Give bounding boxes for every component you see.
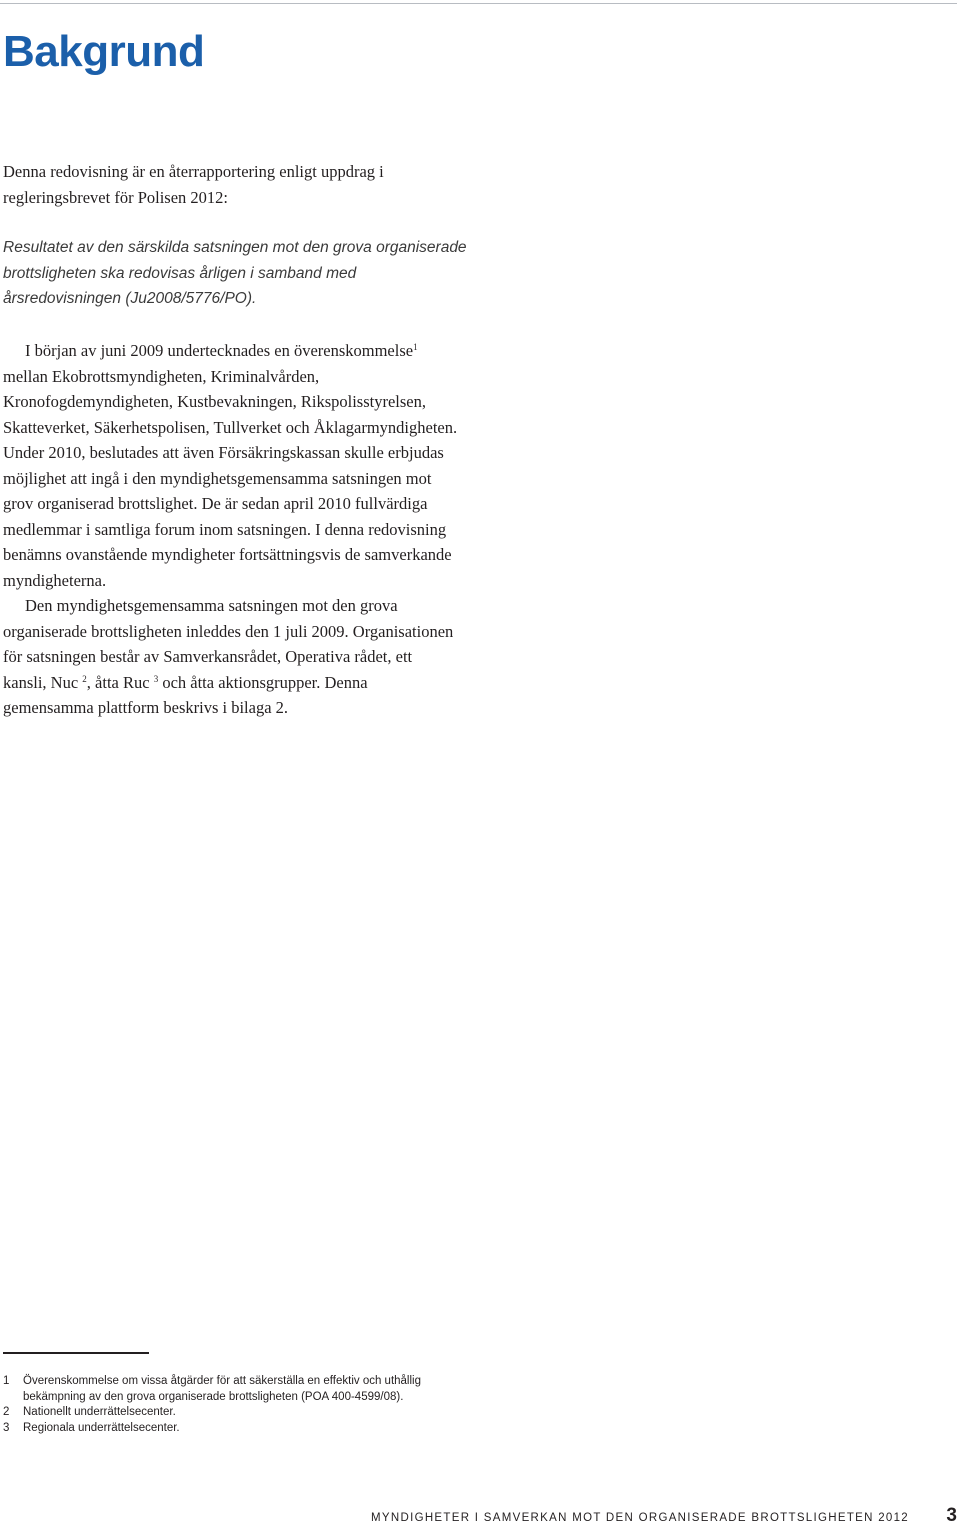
footnote-number: 3: [3, 1421, 10, 1434]
footnote-text: Överenskommelse om vissa åtgärder för att säkerställa en effektiv och uthållig bekämpning av den grova organiserade brottsligheten (POA 400-4599/08).: [23, 1375, 421, 1403]
footnote-number: 1: [3, 1375, 10, 1387]
footnote-3: [3, 1421, 473, 1437]
page-number: 3: [946, 1505, 957, 1526]
footnote-2: [3, 1405, 473, 1421]
body-paragraph-2: [3, 593, 458, 721]
footnote-rule: [3, 1352, 149, 1354]
body-paragraph-1: [3, 338, 458, 593]
body-paragraph-2-part-1: Den myndighetsgemensamma satsningen mot den grova organiserade brottsligheten inleddes den 1 juli 2009. Organisationen för satsningen består av Samverkansrådet, Operativa rådet, ett kansli, Nuc: [3, 596, 454, 692]
assignment-quote: Resultatet av den särskilda satsningen mot den grova organiserade brottsligheten ska redovisas årligen i samband med årsredovisningen (Ju2008/5776/PO).: [3, 239, 467, 307]
page-heading: Bakgrund: [3, 27, 205, 76]
body-paragraph-1-rest: mellan Ekobrottsmyndigheten, Kriminalvården, Kronofogdemyndigheten, Kustbevakningen, Rikspolisstyrelsen, Skatteverket, Säkerhetspolisen, Tullverket och Åklagarmyndigheten. Under 2010, beslutades att även Försäkringskassan skulle erbjudas möjlighet att ingå i den myndighetsgemensamma satsningen mot grov organiserad brottslighet. De är sedan april 2010 fullvärdiga medlemmar i samtliga forum inom satsningen. I denna redovisning benämns ovanstående myndigheter fortsättningsvis de samverkande myndigheterna.: [3, 366, 458, 590]
running-footer: MYNDIGHETER I SAMVERKAN MOT DEN ORGANISERADE BROTTSLIGHETEN 2012: [371, 1512, 909, 1524]
footnote-ref-2: 2: [82, 673, 87, 684]
footnote-text: Regionala underrättelsecenter.: [23, 1421, 180, 1434]
footnote-ref-3: 3: [153, 673, 159, 684]
footnotes: [3, 1374, 473, 1436]
intro-paragraph: Denna redovisning är en återrapportering enligt uppdrag i regleringsbrevet för Polisen 2012:: [3, 162, 384, 207]
body-paragraph-2-part-3: och åtta aktionsgrupper. Denna gemensamma plattform beskrivs i bilaga 2.: [3, 672, 368, 717]
top-rule: [0, 3, 957, 4]
footnote-1: [3, 1374, 473, 1405]
body-paragraph-1-start: I början av juni 2009 undertecknades en överenskommelse: [25, 341, 414, 360]
footnote-ref-1: 1: [413, 342, 418, 352]
body-text: [3, 338, 458, 721]
body-paragraph-2-part-2: , åtta Ruc: [86, 672, 154, 692]
footnote-text: Nationellt underrättelsecenter.: [23, 1406, 176, 1418]
footnote-number: 2: [3, 1406, 10, 1418]
